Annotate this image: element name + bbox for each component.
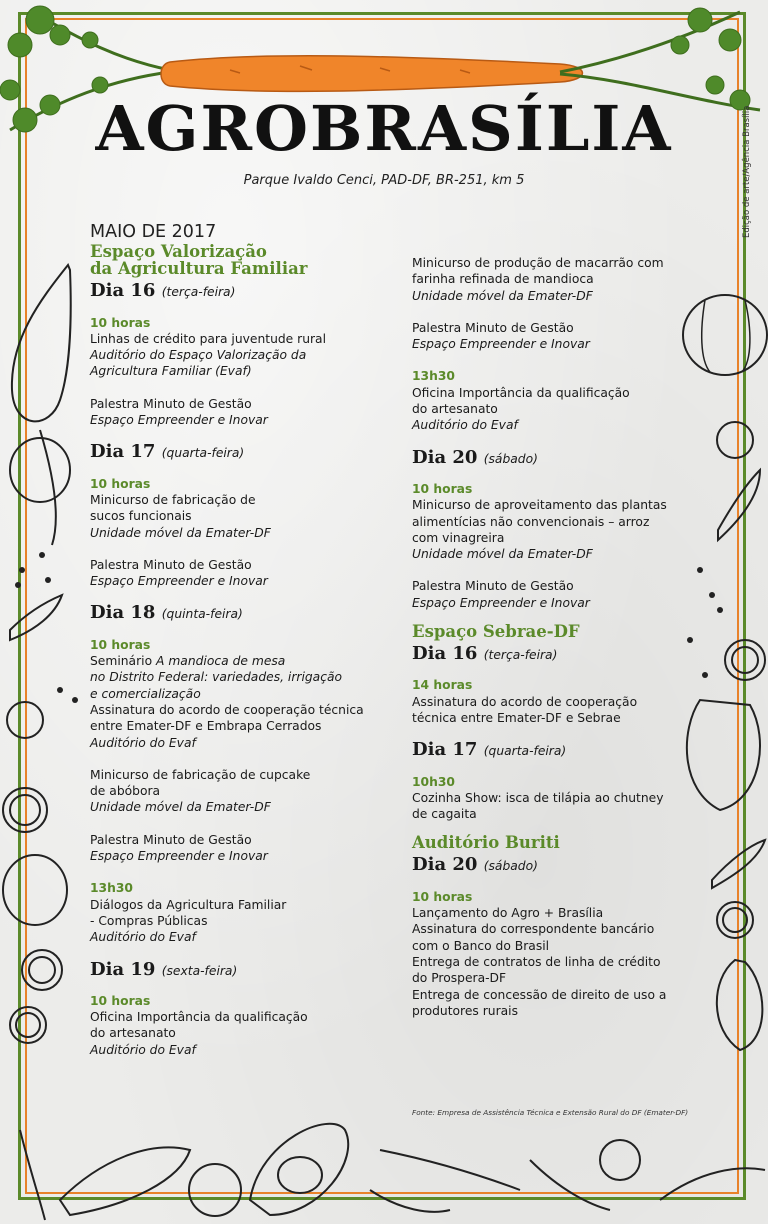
page-title: AGROBRASÍLIA bbox=[95, 92, 673, 165]
schedule-column-left bbox=[90, 224, 380, 1074]
day-heading: Dia 17 (quarta-feira) bbox=[412, 739, 567, 761]
event-item: 14 horas Assinatura do acordo de cooperação técnica entre Emater-DF e Sebrae bbox=[412, 678, 638, 725]
event-item: 10 horas Seminário A mandioca de mesa no Distrito Federal: variedades, irrigação e comercialização Assinatura do acordo de cooperação técnica entre Emater-DF e Embrapa Cerrados Auditório do Evaf bbox=[90, 637, 364, 750]
event-item: 10 horas Lançamento do Agro + Brasília Assinatura do correspondente bancário com o Banco do Brasil Entrega de contratos de linha de crédito do Prospera-DF Entrega de concessão de direito de uso a produtores rurais bbox=[412, 889, 667, 1018]
section-title-buriti: Auditório Buriti bbox=[412, 833, 560, 853]
month-heading: MAIO DE 2017 bbox=[90, 222, 217, 242]
day-heading: Dia 20 (sábado) bbox=[412, 854, 538, 876]
garlic-icon bbox=[10, 438, 70, 502]
event-item: 10 horas Oficina Importância da qualificação do artesanato Auditório do Evaf bbox=[90, 993, 308, 1057]
avocado-icon bbox=[250, 1124, 348, 1215]
event-item: 10 horas Linhas de crédito para juventude rural Auditório do Espaço Valorização da Agricultura Familiar (Evaf) bbox=[90, 315, 327, 379]
eggplant-icon bbox=[12, 265, 71, 421]
beet-icon bbox=[189, 1164, 241, 1216]
day-heading: Dia 20 (sábado) bbox=[412, 446, 538, 468]
day-heading: Dia 19 (sexta-feira) bbox=[90, 958, 238, 980]
event-item: Minicurso de fabricação de cupcake de abóbora Unidade móvel da Emater-DF bbox=[90, 767, 311, 815]
cucumber-icon bbox=[60, 1147, 190, 1215]
day-heading: Dia 17 (quarta-feira) bbox=[90, 441, 245, 463]
schedule-column-right bbox=[412, 255, 712, 1035]
location-subtitle: Parque Ivaldo Cenci, PAD-DF, BR-251, km 5 bbox=[243, 173, 525, 188]
event-item: 13h30 Oficina Importância da qualificação do artesanato Auditório do Evaf bbox=[412, 369, 630, 433]
event-item: 13h30 Diálogos da Agricultura Familiar - Compras Públicas Auditório do Evaf bbox=[90, 881, 287, 945]
source-note: Fonte: Empresa de Assistência Técnica e Extensão Rural do DF (Emater-DF) bbox=[412, 1108, 689, 1117]
art-credit: Edição de arte/Agência Brasília bbox=[742, 105, 752, 238]
event-item: Palestra Minuto de Gestão Espaço Empreender e Inovar bbox=[412, 320, 590, 352]
event-item: 10 horas Minicurso de aproveitamento das plantas alimentícias não convencionais – arroz com vinagreira Unidade móvel da Emater-DF bbox=[412, 481, 667, 562]
event-item: 10 horas Minicurso de fabricação de sucos funcionais Unidade móvel da Emater-DF bbox=[90, 476, 271, 540]
pea-pod-icon bbox=[10, 595, 62, 640]
event-item: Palestra Minuto de Gestão Espaço Empreender e Inovar bbox=[90, 557, 268, 589]
day-heading: Dia 16 (terça-feira) bbox=[90, 280, 236, 302]
event-item: Palestra Minuto de Gestão Espaço Empreender e Inovar bbox=[412, 579, 590, 610]
carrot-icon bbox=[161, 56, 583, 92]
day-heading: Dia 16 (terça-feira) bbox=[412, 643, 558, 665]
event-item: Palestra Minuto de Gestão Espaço Empreender e Inovar bbox=[90, 832, 268, 864]
section-title-sebrae: Espaço Sebrae-DF bbox=[412, 622, 580, 642]
day-heading: Dia 18 (quinta-feira) bbox=[90, 602, 243, 624]
event-item: 10h30 Cozinha Show: isca de tilápia ao chutney de cagaita bbox=[412, 774, 664, 822]
event-item: Minicurso de produção de macarrão com farinha refinada de mandioca Unidade móvel da Emater-DF bbox=[412, 256, 664, 303]
section-title-evaf: Espaço Valorização da Agricultura Familiar bbox=[90, 242, 308, 279]
event-item: Palestra Minuto de Gestão Espaço Empreender e Inovar bbox=[90, 396, 268, 428]
